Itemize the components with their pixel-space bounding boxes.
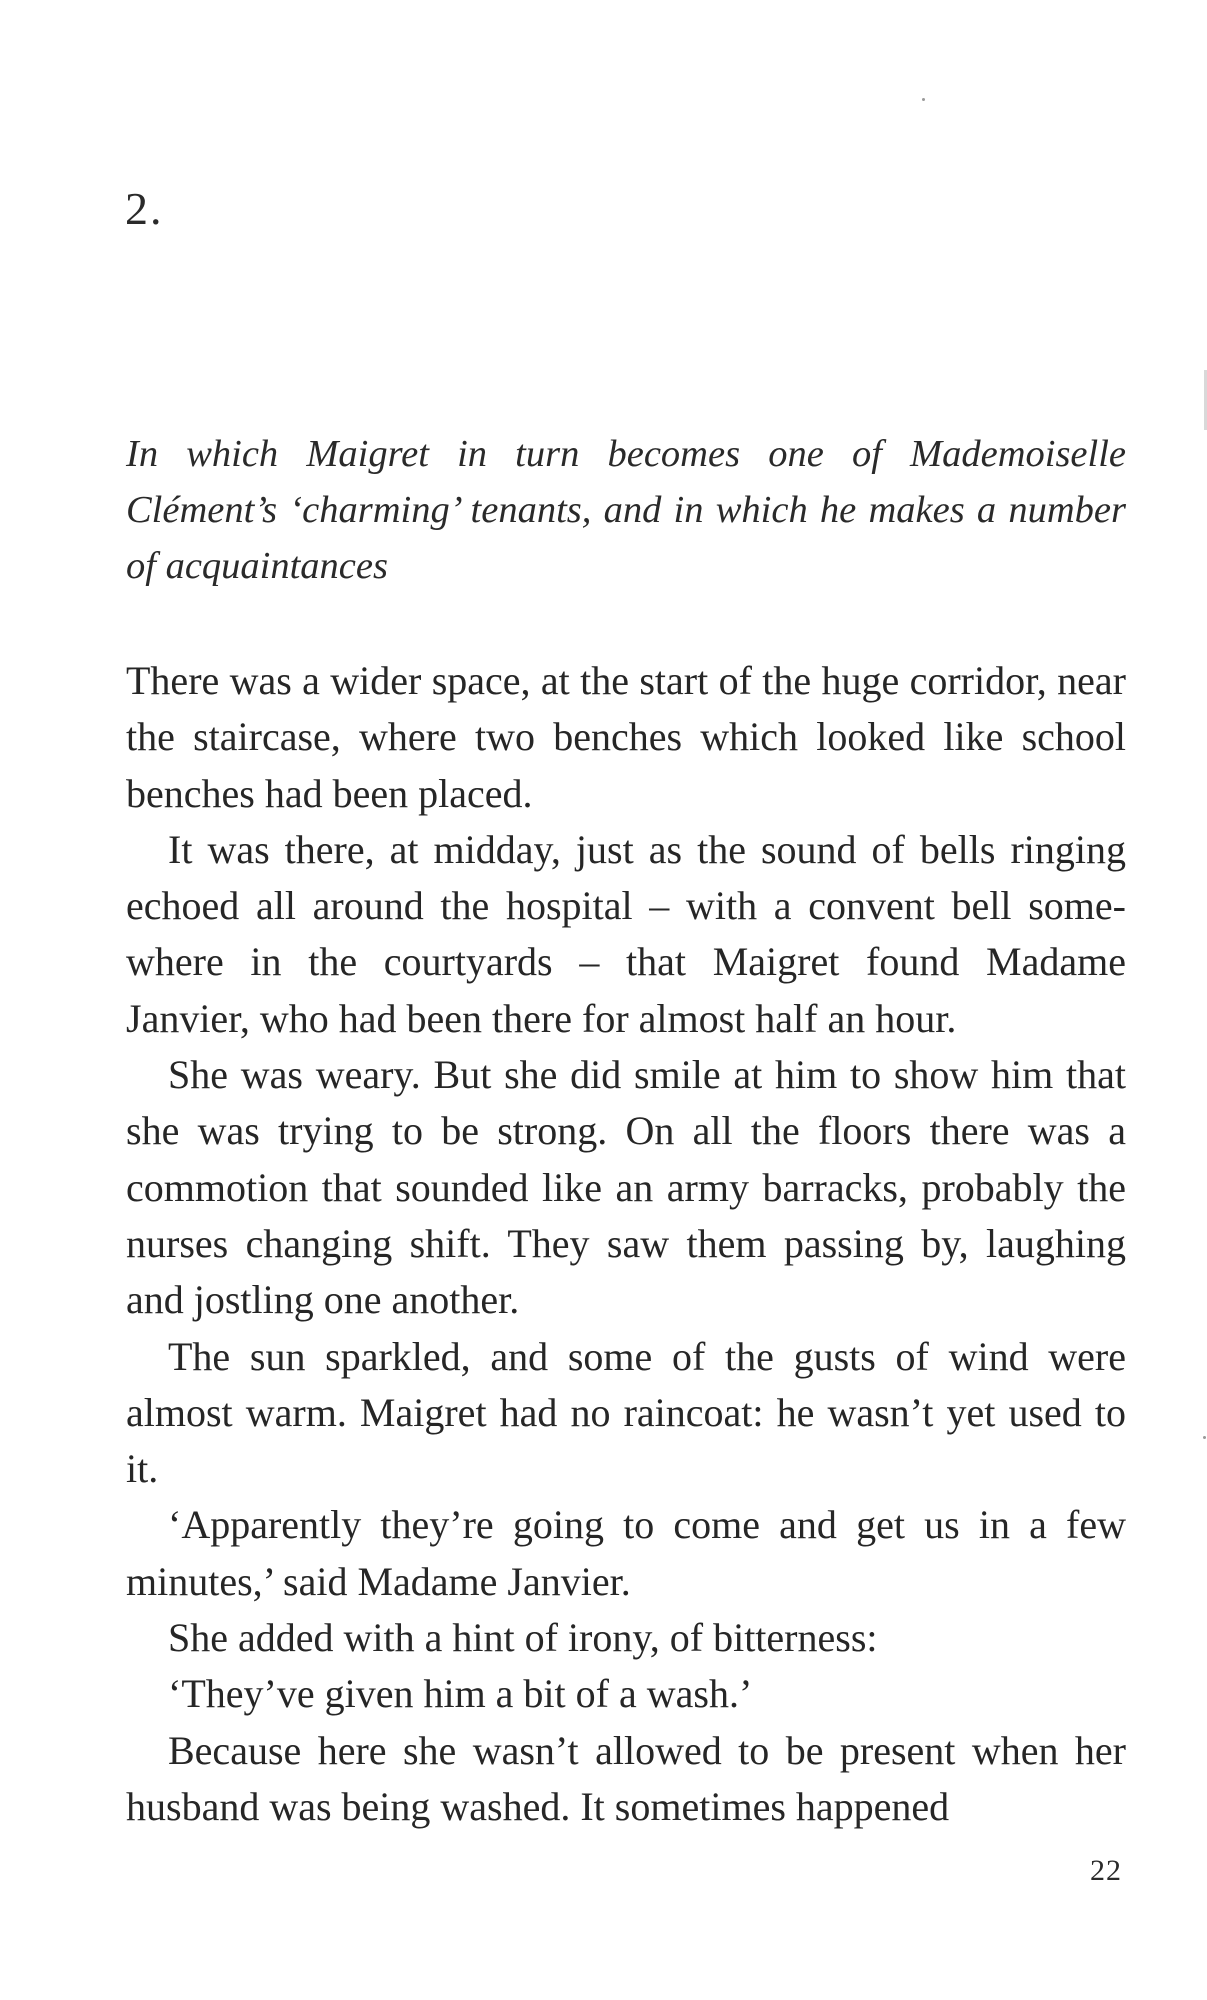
chapter-subtitle: In which Maigret in turn becomes one of Mademoiselle Clément’s ‘charming’ tenants, and in which he makes a number of acquaintances xyxy=(126,433,1126,587)
paragraph: The sun sparkled, and some of the gusts of wind were almost warm. Maigret had no raincoat: he wasn’t yet used to it. xyxy=(126,1333,1126,1492)
body-text xyxy=(126,653,1126,1835)
paragraph: ‘They’ve given him a bit of a wash.’ xyxy=(168,1671,753,1717)
paragraph: It was there, at midday, just as the sound of bells ringing echoed all around the hospital – with a convent bell somewhere in the courtyards – that Maigret found Madame Janvier, who had been there for almost half an hour. xyxy=(126,826,1126,1041)
paragraph: Because here she wasn’t allowed to be present when her husband was being washed. It sometimes happened xyxy=(126,1727,1126,1829)
paragraph: ‘Apparently they’re going to come and get us in a few minutes,’ said Madame Janvier. xyxy=(126,1502,1126,1604)
paragraph: There was a wider space, at the start of the huge corridor, near the staircase, where two benches which looked like school benches had been placed. xyxy=(126,658,1126,816)
paper-speck xyxy=(922,98,925,101)
chapter-number: 2. xyxy=(125,183,164,234)
paper-speck xyxy=(1203,1436,1206,1439)
page-number: 22 xyxy=(1090,1854,1122,1887)
paragraph: She was weary. But she did smile at him to show him that she was trying to be strong. On all the floors there was a commotion that sounded like an army barracks, probably the nurses changing shift. They saw them passing by, laughing and jostling one another. xyxy=(126,1052,1126,1323)
paragraph: She added with a hint of irony, of bitterness: xyxy=(168,1615,878,1661)
